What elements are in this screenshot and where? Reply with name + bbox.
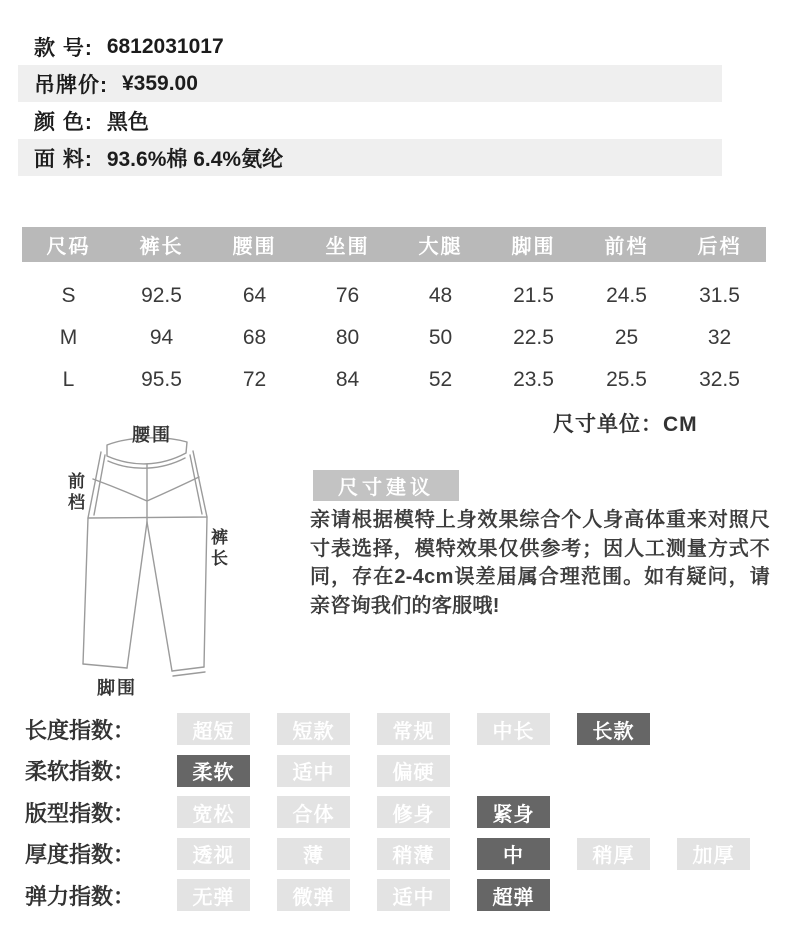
index-pill: 适中	[377, 879, 450, 911]
index-pill: 中长	[477, 713, 550, 745]
size-table-header-cell: 尺码	[46, 236, 91, 258]
size-table-cell: L	[62, 368, 75, 391]
index-pill-selected: 中	[477, 838, 550, 870]
product-info	[18, 28, 722, 176]
size-table-cell: 48	[428, 284, 453, 307]
size-table-body	[22, 275, 766, 401]
info-value: ¥359.00	[122, 71, 198, 95]
pants-line-drawing	[60, 415, 290, 707]
size-table-cell: 32.5	[699, 368, 740, 391]
size-table-row	[22, 317, 766, 359]
index-pill: 适中	[277, 755, 350, 787]
index-pill: 加厚	[677, 838, 750, 870]
index-pill: 稍厚	[577, 838, 650, 870]
info-row	[18, 139, 722, 176]
index-pill-selected: 超弹	[477, 879, 550, 911]
index-pill-selected: 柔软	[177, 755, 250, 787]
index-row	[25, 755, 777, 787]
diagram-label-leg-opening: 脚围	[97, 678, 137, 698]
index-row	[25, 838, 777, 870]
info-value: 93.6%棉 6.4%氨纶	[106, 147, 284, 171]
index-pill-selected: 紧身	[477, 796, 550, 828]
index-pill: 修身	[377, 796, 450, 828]
size-table-cell: 25.5	[606, 368, 647, 391]
size-suggestion-title: 尺寸建议	[313, 470, 459, 501]
index-pill: 超短	[177, 713, 250, 745]
index-pill: 合体	[277, 796, 350, 828]
size-table	[22, 227, 766, 401]
index-pill: 微弹	[277, 879, 350, 911]
unit-note: 尺寸单位：CM	[553, 413, 698, 436]
index-pill: 透视	[177, 838, 250, 870]
index-row	[25, 713, 777, 745]
index-label: 版型指数：	[25, 800, 136, 826]
index-pill: 无弹	[177, 879, 250, 911]
info-row	[18, 65, 722, 102]
size-table-cell: 95.5	[141, 368, 182, 391]
size-table-cell: 22.5	[513, 326, 554, 349]
index-row	[25, 879, 777, 911]
size-table-cell: 68	[242, 326, 267, 349]
pants-measurement-diagram	[60, 415, 290, 707]
index-row	[25, 796, 777, 828]
index-pill: 常规	[377, 713, 450, 745]
size-table-cell: 50	[428, 326, 453, 349]
index-label: 弹力指数：	[25, 883, 136, 909]
info-value: 6812031017	[106, 34, 224, 58]
size-table-cell: 52	[428, 368, 453, 391]
index-label: 柔软指数：	[25, 759, 136, 784]
size-table-header-cell: 腰围	[232, 236, 277, 258]
size-table-header-cell: 裤长	[139, 236, 184, 258]
info-row	[18, 102, 722, 139]
size-table-header-cell: 脚围	[511, 236, 556, 258]
index-pill: 宽松	[177, 796, 250, 828]
size-table-cell: 31.5	[699, 284, 740, 307]
index-label: 长度指数：	[25, 717, 136, 743]
size-table-cell: 76	[335, 284, 360, 307]
info-value: 黑色	[106, 110, 149, 134]
info-label: 面 料:	[34, 147, 93, 171]
diagram-label-front-rise: 前档	[68, 472, 85, 512]
info-label: 吊牌价:	[34, 73, 108, 97]
size-table-cell: 25	[614, 326, 639, 349]
size-table-cell: S	[61, 284, 76, 307]
index-pill: 偏硬	[377, 755, 450, 787]
size-table-header-cell: 后档	[697, 236, 742, 258]
size-table-header	[22, 227, 766, 262]
size-table-cell: 80	[335, 326, 360, 349]
info-label: 颜 色:	[34, 110, 93, 134]
size-table-cell: 23.5	[513, 368, 554, 391]
index-pill: 短款	[277, 713, 350, 745]
size-table-cell: 32	[707, 326, 732, 349]
diagram-label-waist: 腰围	[132, 425, 172, 445]
size-table-row	[22, 359, 766, 401]
size-table-cell: 72	[242, 368, 267, 391]
size-table-row	[22, 275, 766, 317]
size-table-cell: 64	[242, 284, 267, 307]
index-pill: 稍薄	[377, 838, 450, 870]
index-section	[25, 713, 777, 921]
size-suggestion-body: 亲请根据模特上身效果综合个人身高体重来对照尺寸表选择，模特效果仅供参考；因人工测量方式不同，存在2-4cm误差届属合理范围。如有疑问，请亲咨询我们的客服哦!	[310, 509, 770, 617]
info-label: 款 号:	[34, 36, 93, 60]
size-table-cell: M	[59, 326, 78, 349]
size-table-cell: 92.5	[141, 284, 182, 307]
diagram-label-pants-length: 裤长	[211, 528, 228, 568]
size-table-header-cell: 大腿	[418, 236, 463, 258]
size-table-cell: 24.5	[606, 284, 647, 307]
index-pill-selected: 长款	[577, 713, 650, 745]
size-table-cell: 94	[149, 326, 174, 349]
size-table-cell: 21.5	[513, 284, 554, 307]
index-pill: 薄	[277, 838, 350, 870]
size-table-header-cell: 前档	[604, 236, 649, 258]
info-row	[18, 28, 722, 65]
size-table-header-cell: 坐围	[325, 236, 370, 258]
index-label: 厚度指数：	[25, 842, 136, 867]
size-table-cell: 84	[335, 368, 360, 391]
